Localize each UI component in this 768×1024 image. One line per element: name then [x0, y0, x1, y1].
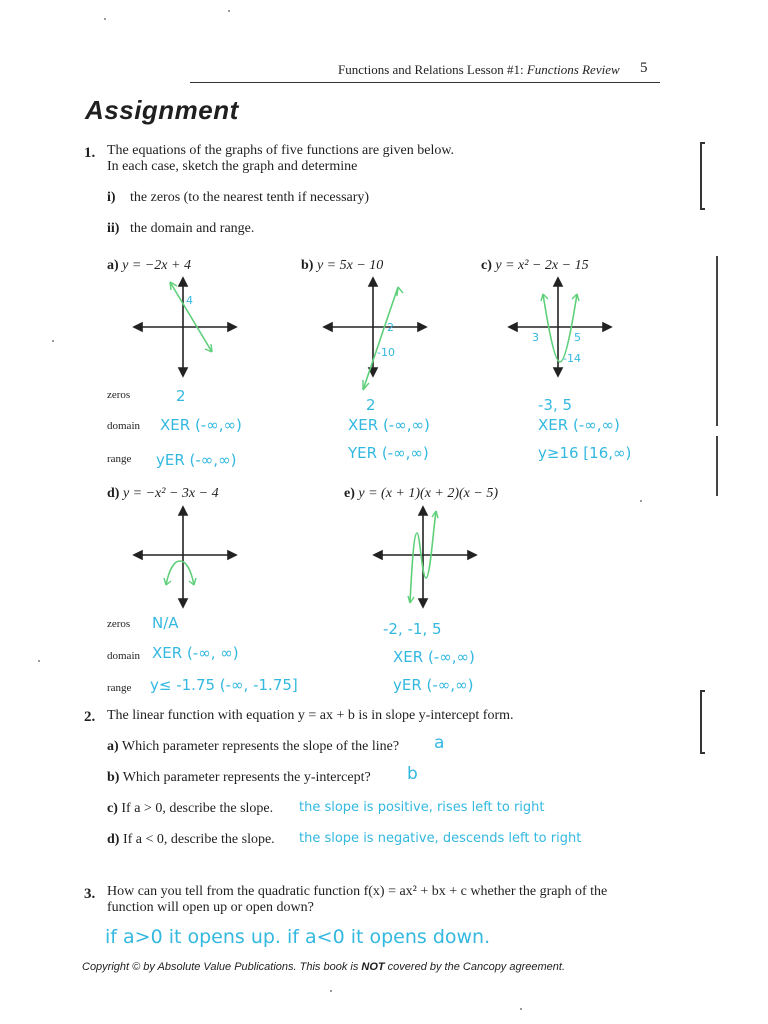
answer-a-zeros: 2	[176, 387, 186, 405]
margin-line-2	[716, 436, 718, 496]
q1-b-label: b)	[301, 258, 314, 273]
q2-b	[107, 770, 371, 786]
answer-d-range: y≤ -1.75 (-∞, -1.75]	[150, 676, 298, 694]
row1-range-label: range	[107, 453, 132, 465]
footer-rest: covered by the Cancopy agreement.	[384, 961, 566, 973]
scan-speck	[330, 990, 332, 992]
scan-speck	[640, 500, 642, 502]
footer-not: NOT	[361, 961, 385, 973]
answer-c-domain: XER (-∞,∞)	[538, 416, 620, 434]
header-rule	[190, 82, 660, 83]
q2-d-answer: the slope is negative, descends left to right	[299, 831, 582, 846]
q2-c	[107, 801, 273, 817]
graph-b-sketch	[363, 287, 398, 390]
graph-a-intercept-label: 4	[186, 294, 193, 307]
graph-a-sketch	[170, 282, 212, 352]
q2-b-question: Which parameter represents the y-intercept?	[122, 770, 371, 785]
q2-stem: The linear function with equation y = ax + b is in slope y-intercept form.	[107, 708, 514, 723]
scan-speck	[38, 660, 40, 662]
q1-part-ii-text: the domain and range.	[130, 221, 255, 236]
answer-e-range: yER (-∞,∞)	[393, 676, 474, 694]
q2-a-label: a)	[107, 739, 119, 754]
q3-number: 3.	[84, 886, 96, 902]
answer-d-domain: XER (-∞, ∞)	[152, 644, 239, 662]
q2-a	[107, 739, 399, 755]
graph-d	[130, 503, 240, 613]
row1-zeros-label: zeros	[107, 389, 131, 401]
answer-c-zeros: -3, 5	[538, 396, 573, 414]
q1-c-eq: y = x² − 2x − 15	[495, 258, 589, 273]
graph-e-axes	[374, 507, 476, 607]
header-title-italic: Functions Review	[526, 62, 620, 77]
binder-bracket-top	[700, 142, 705, 210]
q1-e-equation	[344, 486, 498, 502]
q1-a-label: a)	[107, 258, 119, 273]
answer-e-domain: XER (-∞,∞)	[393, 648, 475, 666]
graph-c-sketch-arrows	[541, 294, 579, 301]
q2-a-answer: a	[434, 733, 445, 753]
q2-number: 2.	[84, 709, 96, 725]
q1-e-eq: y = (x + 1)(x + 2)(x − 5)	[358, 486, 499, 501]
graph-e	[370, 503, 480, 613]
graph-b-x-intercept-label: 2	[387, 321, 394, 334]
margin-line-1	[716, 256, 718, 426]
q2-c-question: If a > 0, describe the slope.	[121, 801, 274, 816]
q1-b-eq: y = 5x − 10	[316, 258, 384, 273]
q2-b-label: b)	[107, 770, 120, 785]
graph-b-y-intercept-label: -10	[377, 346, 395, 359]
scan-speck	[520, 1008, 522, 1010]
q3-line1: How can you tell from the quadratic function f(x) = ax² + bx + c whether the graph of the	[107, 884, 608, 899]
row1-domain-label: domain	[107, 420, 140, 432]
graph-b	[320, 272, 430, 397]
graph-c-left-root-label: 3	[532, 331, 539, 344]
graph-c-right-root-label: 5	[574, 331, 581, 344]
q2-d-question: If a < 0, describe the slope.	[122, 832, 275, 847]
scan-speck	[228, 10, 230, 12]
row2-domain-label: domain	[107, 650, 140, 662]
q1-e-label: e)	[344, 486, 355, 501]
q2-b-answer: b	[407, 764, 418, 784]
scan-speck	[104, 18, 106, 20]
q1-d-eq: y = −x² − 3x − 4	[122, 486, 219, 501]
answer-a-domain: XER (-∞,∞)	[160, 416, 242, 434]
q1-number: 1.	[84, 145, 96, 161]
graph-b-axes	[324, 278, 426, 376]
q1-d-equation	[107, 486, 219, 502]
q1-part-i-text: the zeros (to the nearest tenth if necessary)	[130, 190, 370, 205]
graph-d-axes	[134, 507, 236, 607]
q1-line2: In each case, sketch the graph and determine	[107, 159, 358, 174]
q3-answer: if a>0 it opens up. if a<0 it opens down.	[105, 926, 491, 948]
answer-b-domain: XER (-∞,∞)	[348, 416, 430, 434]
q2-c-answer: the slope is positive, rises left to right	[299, 800, 545, 815]
graph-d-sketch-arrows	[164, 578, 196, 585]
q2-c-label: c)	[107, 801, 118, 816]
q1-part-i-label: i)	[107, 190, 116, 205]
q2-a-question: Which parameter represents the slope of the line?	[121, 739, 400, 754]
graph-c	[505, 272, 615, 382]
binder-bracket-bottom	[700, 690, 705, 754]
footer-copyright-text: Copyright © by Absolute Value Publications. This book is	[82, 961, 362, 973]
answer-c-range: y≥16 [16,∞)	[538, 444, 632, 462]
q1-c-label: c)	[481, 258, 492, 273]
answer-d-zeros: N/A	[152, 614, 179, 632]
row2-range-label: range	[107, 682, 132, 694]
q2-d	[107, 832, 275, 848]
page-number: 5	[640, 60, 648, 76]
answer-b-range: YER (-∞,∞)	[348, 444, 429, 462]
answer-a-range: yER (-∞,∞)	[156, 451, 237, 469]
q3-line2: function will open up or open down?	[107, 900, 314, 915]
row2-zeros-label: zeros	[107, 618, 131, 630]
footer-copyright	[82, 961, 565, 973]
assignment-heading: Assignment	[85, 95, 239, 125]
q1-d-label: d)	[107, 486, 120, 501]
header-title-prefix: Functions and Relations Lesson #1:	[338, 62, 527, 77]
graph-a-axes	[134, 278, 236, 376]
graph-c-vertex-label: -14	[563, 352, 581, 365]
scan-speck	[52, 340, 54, 342]
header-title	[338, 62, 620, 78]
graph-a	[130, 272, 240, 382]
q1-line1: The equations of the graphs of five functions are given below.	[107, 143, 455, 158]
answer-b-zeros: 2	[366, 396, 376, 414]
q1-part-ii-label: ii)	[107, 221, 120, 236]
q2-d-label: d)	[107, 832, 120, 847]
answer-e-zeros: -2, -1, 5	[383, 620, 442, 638]
q1-a-eq: y = −2x + 4	[122, 258, 191, 273]
